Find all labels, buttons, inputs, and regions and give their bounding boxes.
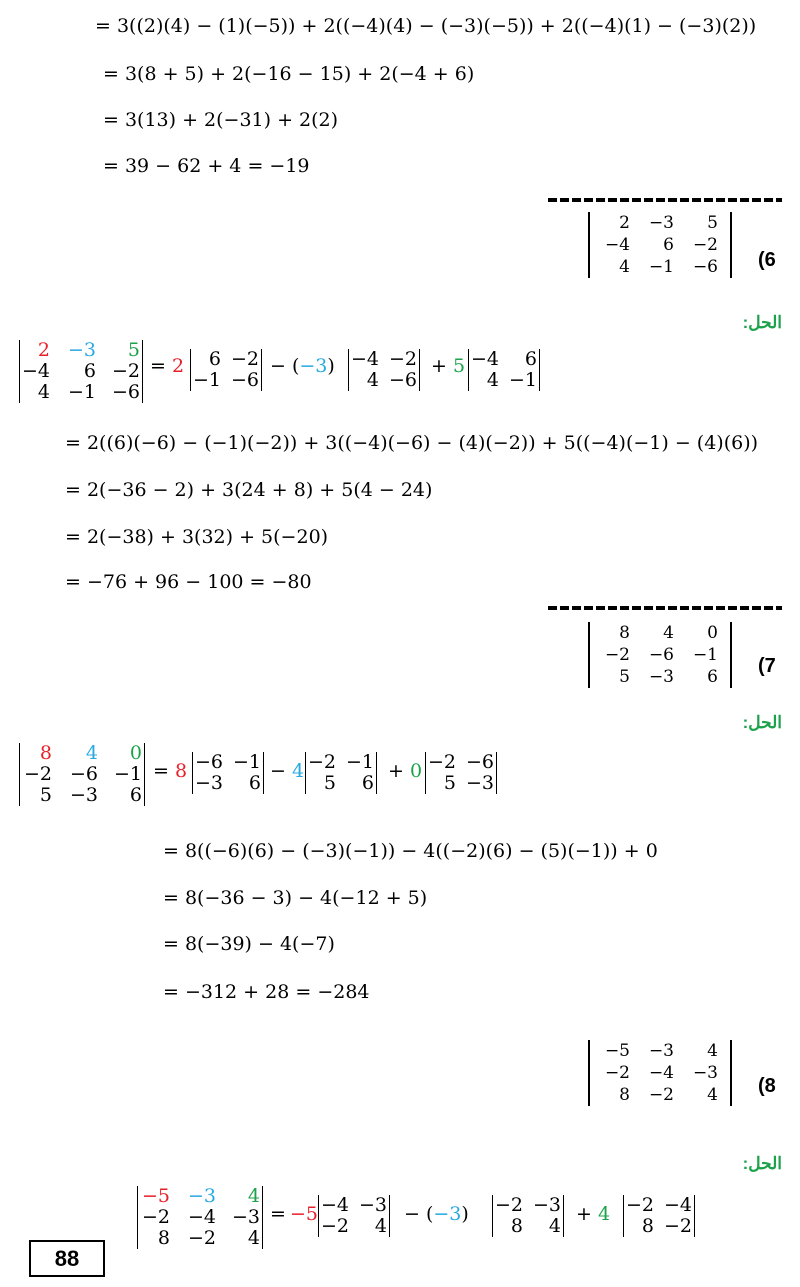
- matrix-cell: 4: [619, 257, 630, 278]
- step-line: = −76 + 96 − 100 = −80: [65, 571, 312, 593]
- det-cell: 4: [247, 1226, 260, 1249]
- cofactor-coefficient: −5: [290, 1203, 319, 1225]
- matrix-cell: 6: [663, 235, 674, 256]
- minor-cell: −6: [230, 368, 259, 391]
- minor-2x2: [492, 1195, 564, 1237]
- solution-label: الحل:: [742, 713, 782, 732]
- det-cell: −1: [113, 762, 142, 785]
- minor-cell: −3: [532, 1194, 561, 1216]
- step-line: = 3((2)(4) − (1)(−5)) + 2((−4)(4) − (−3)(−5)) + 2((−4)(1) − (−3)(2)): [95, 15, 757, 37]
- minor-cell: −6: [388, 368, 417, 391]
- minor-cell: 8: [510, 1214, 523, 1237]
- plus-sign: [576, 1203, 610, 1225]
- paren: (: [425, 1203, 434, 1225]
- minor-cell: −2: [308, 751, 337, 773]
- paren: ): [327, 355, 335, 377]
- plus-text: +: [431, 355, 447, 377]
- cofactor-coefficient: 4: [291, 760, 305, 782]
- matrix-cell: −5: [604, 1041, 630, 1061]
- det-cell: 2: [37, 339, 50, 361]
- minor-2x2: [348, 349, 420, 391]
- determinant-3x3: [19, 340, 143, 403]
- det-cell: 4: [37, 380, 50, 403]
- equals-sign: =: [153, 760, 169, 782]
- matrix-cell: 0: [707, 623, 718, 643]
- minor-cell: −2: [388, 348, 417, 370]
- det-cell: 5: [39, 783, 52, 806]
- minor-cell: −4: [321, 1194, 350, 1216]
- separator-dashes: [548, 198, 782, 202]
- minor-cell: 4: [548, 1214, 561, 1237]
- minus-text: −: [270, 355, 286, 377]
- matrix-cell: −4: [604, 235, 630, 256]
- minor-cell: −6: [195, 751, 224, 773]
- separator-dashes: [548, 606, 782, 610]
- minus-text: −: [270, 760, 286, 782]
- minor-cell: −4: [663, 1194, 692, 1216]
- matrix-cell: 8: [619, 1085, 630, 1106]
- cofactor-coefficient: 4: [597, 1203, 611, 1225]
- minus-sign: [270, 355, 335, 377]
- minor-cell: 6: [248, 771, 261, 794]
- matrix-cell: −2: [692, 235, 718, 256]
- minor-cell: −1: [345, 751, 374, 773]
- minus-sign: [404, 1203, 469, 1225]
- step-line: = 2((6)(−6) − (−1)(−2)) + 3((−4)(−6) − (4)(−2)) + 5((−4)(−1) − (4)(6)): [65, 432, 759, 454]
- paren: ): [461, 1203, 469, 1225]
- minor-cell: −4: [351, 348, 380, 370]
- minor-cell: 6: [208, 348, 221, 370]
- minor-cell: −1: [508, 368, 537, 391]
- det-cell: 0: [129, 742, 142, 764]
- determinant-3x3: [19, 743, 145, 806]
- det-cell: 4: [247, 1185, 260, 1207]
- step-line: = 2(−38) + 3(32) + 5(−20): [65, 526, 329, 548]
- det-cell: −4: [187, 1205, 216, 1228]
- matrix-cell: −3: [692, 1063, 718, 1084]
- det-cell: −6: [69, 762, 98, 785]
- matrix-cell: 8: [619, 623, 630, 643]
- step-line: = 3(8 + 5) + 2(−16 − 15) + 2(−4 + 6): [103, 63, 475, 85]
- det-cell: −4: [22, 359, 51, 382]
- det-cell: −6: [111, 380, 140, 403]
- minor-cell: −1: [193, 368, 222, 391]
- det-cell: 5: [127, 339, 140, 361]
- matrix-cell: −3: [648, 1041, 674, 1061]
- minor-cell: −3: [465, 771, 494, 794]
- det-cell: 8: [39, 742, 52, 764]
- minor-cell: −4: [471, 348, 500, 370]
- minor-cell: 5: [323, 771, 336, 794]
- step-line: = 2(−36 − 2) + 3(24 + 8) + 5(4 − 24): [65, 479, 433, 501]
- matrix-cell: 6: [707, 667, 718, 688]
- matrix-cell: −1: [648, 257, 674, 278]
- paren: (: [291, 355, 300, 377]
- minor-2x2: [305, 752, 377, 794]
- step-line: = 39 − 62 + 4 = −19: [103, 155, 310, 177]
- minor-2x2: [318, 1195, 390, 1237]
- det-cell: 8: [157, 1226, 170, 1249]
- problem-number: (8: [758, 1075, 776, 1097]
- minor-cell: −3: [358, 1194, 387, 1216]
- problem-number: (7: [758, 655, 776, 677]
- step-line: = 3(13) + 2(−31) + 2(2): [103, 109, 339, 131]
- problem-number: (6: [758, 249, 776, 271]
- det-cell: 6: [129, 783, 142, 806]
- det-cell: −1: [67, 380, 96, 403]
- page-number: 88: [29, 1240, 105, 1277]
- cofactor-coefficient: 0: [409, 760, 423, 782]
- cofactor-coefficient: −3: [433, 1203, 462, 1225]
- equals-sign: =: [150, 355, 166, 377]
- det-cell: −2: [187, 1226, 216, 1249]
- det-cell: −2: [141, 1205, 170, 1228]
- minor-2x2: [623, 1195, 695, 1237]
- matrix-cell: 4: [663, 623, 674, 643]
- minor-cell: −3: [195, 771, 224, 794]
- solution-label: الحل:: [742, 1154, 782, 1173]
- minor-cell: 5: [443, 771, 456, 794]
- minor-2x2: [425, 752, 497, 794]
- minor-cell: 8: [641, 1214, 654, 1237]
- matrix-cell: −2: [604, 645, 630, 666]
- minor-cell: 4: [366, 368, 379, 391]
- minor-cell: −2: [230, 348, 259, 370]
- det-cell: 6: [83, 359, 96, 382]
- minus-text: −: [404, 1203, 420, 1225]
- minor-cell: −2: [626, 1194, 655, 1216]
- cofactor-coefficient: 5: [452, 355, 466, 377]
- cofactor-coefficient: −3: [299, 355, 328, 377]
- det-cell: 4: [85, 742, 98, 764]
- det-cell: −3: [231, 1205, 260, 1228]
- matrix-cell: −1: [692, 645, 718, 666]
- det-cell: −2: [23, 762, 52, 785]
- equals-sign: =: [270, 1203, 286, 1225]
- det-cell: −3: [67, 339, 96, 361]
- problem-8-matrix: [588, 1040, 732, 1106]
- step-line: = 8(−39) − 4(−7): [163, 933, 335, 955]
- cofactor-coefficient: 8: [175, 760, 188, 782]
- det-cell: −3: [187, 1185, 216, 1207]
- matrix-cell: −3: [648, 667, 674, 688]
- problem-6-matrix: [588, 212, 732, 278]
- solution-label: الحل:: [742, 313, 782, 332]
- det-cell: −2: [111, 359, 140, 382]
- plus-text: +: [388, 760, 404, 782]
- minor-cell: −2: [321, 1214, 350, 1237]
- matrix-cell: 4: [707, 1041, 718, 1061]
- step-line: = 8((−6)(6) − (−3)(−1)) − 4((−2)(6) − (5)(−1)) + 0: [163, 840, 658, 862]
- matrix-cell: −6: [648, 645, 674, 666]
- matrix-cell: 5: [619, 667, 630, 688]
- determinant-3x3: [137, 1186, 263, 1249]
- matrix-cell: 5: [707, 213, 718, 233]
- matrix-cell: −2: [648, 1085, 674, 1106]
- matrix-cell: −3: [648, 213, 674, 233]
- minor-2x2: [192, 752, 264, 794]
- plus-sign: [431, 355, 465, 377]
- step-line: = −312 + 28 = −284: [163, 981, 370, 1003]
- minus-sign: [270, 760, 304, 782]
- minor-cell: 6: [524, 348, 537, 370]
- minor-cell: −6: [465, 751, 494, 773]
- minor-cell: −1: [232, 751, 261, 773]
- det-cell: −3: [69, 783, 98, 806]
- plus-sign: [388, 760, 422, 782]
- minor-cell: 6: [361, 771, 374, 794]
- matrix-cell: −4: [648, 1063, 674, 1084]
- step-line: = 8(−36 − 3) − 4(−12 + 5): [163, 887, 428, 909]
- minor-cell: 4: [374, 1214, 387, 1237]
- minor-cell: −2: [663, 1214, 692, 1237]
- minor-cell: −2: [495, 1194, 524, 1216]
- minor-cell: 4: [486, 368, 499, 391]
- problem-7-matrix: [588, 622, 732, 688]
- minor-cell: −2: [428, 751, 457, 773]
- matrix-cell: −2: [604, 1063, 630, 1084]
- matrix-cell: 4: [707, 1085, 718, 1106]
- matrix-cell: −6: [692, 257, 718, 278]
- det-cell: −5: [141, 1185, 170, 1207]
- cofactor-coefficient: 2: [172, 355, 185, 377]
- minor-2x2: [468, 349, 540, 391]
- matrix-cell: 2: [619, 213, 630, 233]
- plus-text: +: [576, 1203, 592, 1225]
- minor-2x2: [190, 349, 262, 391]
